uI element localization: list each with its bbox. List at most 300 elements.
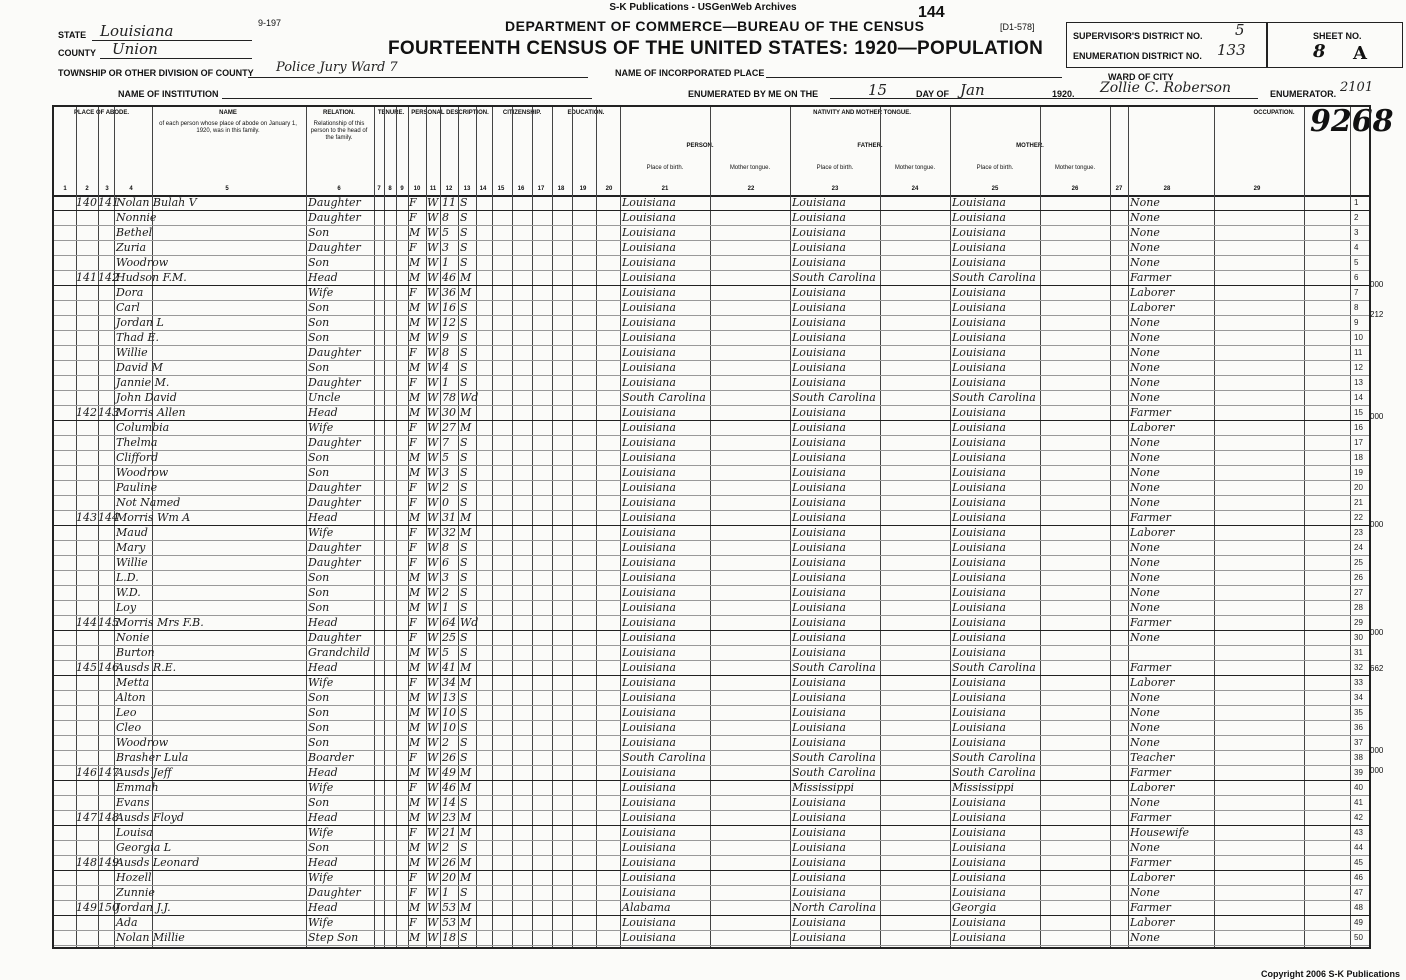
- incorporated-label: NAME OF INCORPORATED PLACE: [615, 68, 765, 78]
- table-row: [54, 240, 1369, 256]
- cell-mpob: South Carolina: [952, 766, 1036, 779]
- cell-dw: 144: [76, 616, 97, 629]
- cell-age: 21: [442, 826, 456, 839]
- table-row: [54, 270, 1369, 286]
- cell-sex: F: [409, 196, 417, 209]
- cell-pob: Louisiana: [622, 526, 676, 539]
- cell-age: 8: [442, 346, 449, 359]
- cell-fam: [98, 435, 114, 450]
- state-label: STATE: [58, 30, 87, 40]
- side-number: 212: [1370, 310, 1384, 319]
- cell-name: Metta: [116, 676, 150, 689]
- cell-ms: S: [460, 751, 468, 764]
- institution-underline: [222, 98, 592, 99]
- cell-rel: Son: [308, 706, 330, 719]
- cell-ms: S: [460, 466, 468, 479]
- township-underline: [248, 77, 588, 78]
- cell-name: Carl: [116, 301, 140, 314]
- row-number: 49: [1354, 918, 1363, 927]
- name-description: of each person whose place of abode on January 1, 1920, was in this family.: [159, 121, 297, 134]
- row-number: 32: [1354, 663, 1363, 672]
- cell-fam: [98, 750, 114, 765]
- cell-fpob: Louisiana: [792, 496, 846, 509]
- cell-race: W: [427, 526, 439, 539]
- cell-dw: [76, 840, 98, 855]
- cell-sex: M: [409, 721, 421, 734]
- cell-trade: Laborer: [1130, 871, 1175, 884]
- cell-pob: Louisiana: [622, 196, 676, 209]
- cell-sex: M: [409, 931, 421, 944]
- cell-sex: F: [409, 526, 417, 539]
- cell-trade: None: [1130, 481, 1160, 494]
- cell-dw: [76, 750, 98, 765]
- cell-fpob: Louisiana: [792, 451, 846, 464]
- cell-sex: F: [409, 436, 417, 449]
- cell-trade: None: [1130, 226, 1160, 239]
- person-pob-label: Place of birth.: [646, 165, 684, 171]
- cell-pob: Louisiana: [622, 271, 676, 284]
- cell-trade: None: [1130, 706, 1160, 719]
- cell-rel: Daughter: [308, 211, 361, 224]
- sheet-label: SHEET NO.: [1313, 31, 1362, 41]
- table-row: [54, 870, 1369, 886]
- sheet-box: [1266, 22, 1403, 68]
- father-pob-label: Place of birth.: [816, 165, 854, 171]
- cell-age: 1: [442, 376, 449, 389]
- cell-mpob: Louisiana: [952, 691, 1006, 704]
- cell-fam: [98, 795, 114, 810]
- column-number: 3: [105, 186, 109, 192]
- cell-fpob: South Carolina: [792, 751, 876, 764]
- row-number: 45: [1354, 858, 1363, 867]
- cell-name: Ausds R.E.: [116, 661, 177, 674]
- cell-race: W: [427, 616, 439, 629]
- cell-name: Jordan J.J.: [116, 901, 171, 914]
- cell-sex: F: [409, 916, 417, 929]
- cell-rel: Daughter: [308, 496, 361, 509]
- group-citizenship: CITIZENSHIP.: [502, 110, 542, 116]
- cell-dw: [76, 735, 98, 750]
- cell-name: Hudson F.M.: [116, 271, 187, 284]
- cell-rel: Son: [308, 331, 330, 344]
- table-row: [54, 465, 1369, 481]
- cell-sex: M: [409, 811, 421, 824]
- cell-age: 6: [442, 556, 449, 569]
- county-label: COUNTY: [58, 48, 96, 58]
- cell-fpob: Louisiana: [792, 196, 846, 209]
- cell-trade: None: [1130, 571, 1160, 584]
- cell-fpob: Louisiana: [792, 211, 846, 224]
- cell-pob: Louisiana: [622, 376, 676, 389]
- cell-sex: M: [409, 841, 421, 854]
- cell-ms: M: [460, 781, 472, 794]
- cell-race: W: [427, 586, 439, 599]
- cell-fpob: Louisiana: [792, 931, 846, 944]
- cell-dw: [76, 825, 98, 840]
- row-number: 4: [1354, 243, 1359, 252]
- cell-trade: Farmer: [1130, 511, 1171, 524]
- cell-sex: M: [409, 736, 421, 749]
- cell-age: 8: [442, 541, 449, 554]
- cell-name: Mary: [116, 541, 146, 554]
- cell-sex: F: [409, 826, 417, 839]
- cell-ms: S: [460, 796, 468, 809]
- cell-ms: S: [460, 631, 468, 644]
- cell-dw: [76, 570, 98, 585]
- cell-fam: [98, 915, 114, 930]
- cell-age: 16: [442, 301, 456, 314]
- cell-ms: S: [460, 586, 468, 599]
- cell-age: 5: [442, 646, 449, 659]
- cell-fam: [98, 390, 114, 405]
- cell-fpob: South Carolina: [792, 391, 876, 404]
- cell-dw: [76, 480, 98, 495]
- cell-age: 5: [442, 451, 449, 464]
- cell-sex: M: [409, 316, 421, 329]
- column-number: 9: [400, 186, 404, 192]
- cell-rel: Son: [308, 316, 330, 329]
- cell-mpob: South Carolina: [952, 751, 1036, 764]
- cell-sex: F: [409, 871, 417, 884]
- cell-fam: [98, 375, 114, 390]
- cell-sex: M: [409, 406, 421, 419]
- cell-race: W: [427, 751, 439, 764]
- cell-fam: [98, 570, 114, 585]
- cell-mpob: Louisiana: [952, 931, 1006, 944]
- cell-fpob: Louisiana: [792, 646, 846, 659]
- cell-trade: Laborer: [1130, 916, 1175, 929]
- cell-rel: Head: [308, 661, 338, 674]
- cell-age: 64: [442, 616, 456, 629]
- table-row: [54, 645, 1369, 661]
- cell-race: W: [427, 706, 439, 719]
- cell-ms: S: [460, 646, 468, 659]
- cell-ms: M: [460, 901, 472, 914]
- cell-trade: None: [1130, 346, 1160, 359]
- cell-fam: [98, 825, 114, 840]
- row-number: 9: [1354, 318, 1359, 327]
- cell-sex: M: [409, 361, 421, 374]
- group-occupation: OCCUPATION.: [1253, 110, 1295, 116]
- cell-pob: Louisiana: [622, 931, 676, 944]
- cell-mpob: Louisiana: [952, 916, 1006, 929]
- cell-pob: Louisiana: [622, 556, 676, 569]
- cell-race: W: [427, 601, 439, 614]
- cell-sex: F: [409, 376, 417, 389]
- cell-fpob: Louisiana: [792, 856, 846, 869]
- cell-name: Hozell: [116, 871, 152, 884]
- cell-pob: Louisiana: [622, 766, 676, 779]
- cell-ms: M: [460, 826, 472, 839]
- cell-dw: 140: [76, 196, 97, 209]
- cell-pob: Louisiana: [622, 256, 676, 269]
- column-number: 15: [497, 186, 505, 192]
- cell-name: Zunnie: [116, 886, 155, 899]
- cell-race: W: [427, 781, 439, 794]
- column-number: 25: [991, 186, 999, 192]
- row-number: 10: [1354, 333, 1363, 342]
- cell-race: W: [427, 436, 439, 449]
- table-row: [54, 915, 1369, 931]
- cell-race: W: [427, 856, 439, 869]
- cell-mpob: Louisiana: [952, 571, 1006, 584]
- row-number: 7: [1354, 288, 1359, 297]
- cell-ms: S: [460, 496, 468, 509]
- row-number: 17: [1354, 438, 1363, 447]
- cell-age: 4: [442, 361, 449, 374]
- d-form-number: [D1-578]: [1000, 22, 1035, 32]
- cell-name: Jannie M.: [116, 376, 170, 389]
- cell-fam: 149: [98, 856, 119, 869]
- cell-name: Maud: [116, 526, 148, 539]
- cell-rel: Step Son: [308, 931, 359, 944]
- cell-fpob: Louisiana: [792, 421, 846, 434]
- cell-dw: 147: [76, 811, 97, 824]
- cell-sex: M: [409, 271, 421, 284]
- person-tongue-label: Mother tongue.: [729, 165, 771, 171]
- cell-name: Bethel: [116, 226, 153, 239]
- cell-pob: Louisiana: [622, 286, 676, 299]
- cell-trade: None: [1130, 496, 1160, 509]
- cell-sex: F: [409, 421, 417, 434]
- cell-dw: [76, 795, 98, 810]
- cell-rel: Daughter: [308, 556, 361, 569]
- cell-fpob: Louisiana: [792, 571, 846, 584]
- cell-mpob: Louisiana: [952, 331, 1006, 344]
- cell-trade: None: [1130, 391, 1160, 404]
- cell-fam: [98, 585, 114, 600]
- cell-rel: Son: [308, 301, 330, 314]
- table-row: [54, 780, 1369, 796]
- cell-dw: 143: [76, 511, 97, 524]
- column-number: 23: [831, 186, 839, 192]
- cell-race: W: [427, 466, 439, 479]
- cell-fpob: Louisiana: [792, 796, 846, 809]
- cell-name: Nonnie: [116, 211, 157, 224]
- cell-dw: [76, 675, 98, 690]
- cell-mpob: Louisiana: [952, 481, 1006, 494]
- cell-dw: [76, 885, 98, 900]
- cell-age: 31: [442, 511, 456, 524]
- cell-race: W: [427, 676, 439, 689]
- cell-pob: Louisiana: [622, 586, 676, 599]
- cell-race: W: [427, 301, 439, 314]
- cell-rel: Daughter: [308, 541, 361, 554]
- cell-age: 9: [442, 331, 449, 344]
- cell-trade: Farmer: [1130, 406, 1171, 419]
- cell-mpob: Louisiana: [952, 301, 1006, 314]
- cell-name: Burton: [116, 646, 155, 659]
- cell-ms: M: [460, 766, 472, 779]
- cell-race: W: [427, 826, 439, 839]
- cell-sex: M: [409, 256, 421, 269]
- cell-rel: Head: [308, 616, 338, 629]
- cell-mpob: Louisiana: [952, 541, 1006, 554]
- cell-pob: Louisiana: [622, 601, 676, 614]
- row-number: 23: [1354, 528, 1363, 537]
- cell-fam: 148: [98, 811, 119, 824]
- table-row: [54, 750, 1369, 766]
- column-number: 29: [1253, 186, 1261, 192]
- cell-race: W: [427, 256, 439, 269]
- cell-ms: S: [460, 256, 468, 269]
- cell-name: Alton: [116, 691, 146, 704]
- table-row: [54, 480, 1369, 496]
- cell-pob: Louisiana: [622, 316, 676, 329]
- cell-name: Jordan L: [116, 316, 164, 329]
- table-row: [54, 255, 1369, 271]
- cell-age: 10: [442, 721, 456, 734]
- page-title: FOURTEENTH CENSUS OF THE UNITED STATES: 1920—POPULATION: [388, 38, 1044, 59]
- row-number: 20: [1354, 483, 1363, 492]
- cell-dw: 145: [76, 661, 97, 674]
- cell-fam: [98, 735, 114, 750]
- cell-pob: Louisiana: [622, 826, 676, 839]
- cell-trade: Farmer: [1130, 661, 1171, 674]
- enumerator-name: Zollie C. Roberson: [1100, 80, 1231, 96]
- table-row: [54, 810, 1369, 826]
- cell-dw: [76, 210, 98, 225]
- table-row: [54, 540, 1369, 556]
- row-number: 42: [1354, 813, 1363, 822]
- copyright: Copyright 2006 S-K Publications: [1260, 969, 1400, 979]
- group-tenure: TENURE.: [377, 110, 405, 116]
- cell-dw: [76, 390, 98, 405]
- table-row: [54, 435, 1369, 451]
- cell-fam: [98, 780, 114, 795]
- cell-fpob: Louisiana: [792, 811, 846, 824]
- cell-mpob: Louisiana: [952, 796, 1006, 809]
- cell-name: L.D.: [116, 571, 139, 584]
- cell-rel: Wife: [308, 421, 334, 434]
- cell-mpob: Louisiana: [952, 286, 1006, 299]
- row-number: 3: [1354, 228, 1359, 237]
- cell-trade: None: [1130, 541, 1160, 554]
- row-number: 41: [1354, 798, 1363, 807]
- row-number: 24: [1354, 543, 1363, 552]
- cell-fam: [98, 465, 114, 480]
- cell-mpob: Louisiana: [952, 631, 1006, 644]
- cell-fpob: Louisiana: [792, 616, 846, 629]
- row-number: 46: [1354, 873, 1363, 882]
- cell-pob: Louisiana: [622, 496, 676, 509]
- cell-race: W: [427, 811, 439, 824]
- cell-pob: Louisiana: [622, 331, 676, 344]
- row-number: 44: [1354, 843, 1363, 852]
- cell-fpob: Louisiana: [792, 601, 846, 614]
- cell-trade: None: [1130, 886, 1160, 899]
- cell-name: Ausds Floyd: [116, 811, 184, 824]
- row-number: 33: [1354, 678, 1363, 687]
- cell-fpob: Louisiana: [792, 301, 846, 314]
- cell-dw: [76, 375, 98, 390]
- cell-pob: Louisiana: [622, 541, 676, 554]
- table-row: [54, 615, 1369, 631]
- cell-mpob: Louisiana: [952, 256, 1006, 269]
- table-row: [54, 675, 1369, 691]
- cell-ms: S: [460, 241, 468, 254]
- cell-mpob: Louisiana: [952, 376, 1006, 389]
- row-number: 5: [1354, 258, 1359, 267]
- table-row: [54, 510, 1369, 526]
- cell-mpob: Louisiana: [952, 871, 1006, 884]
- cell-trade: Laborer: [1130, 421, 1175, 434]
- cell-pob: Louisiana: [622, 646, 676, 659]
- cell-dw: [76, 585, 98, 600]
- cell-race: W: [427, 316, 439, 329]
- column-number: 18: [557, 186, 565, 192]
- cell-rel: Son: [308, 721, 330, 734]
- cell-race: W: [427, 871, 439, 884]
- row-number: 26: [1354, 573, 1363, 582]
- department-heading: DEPARTMENT OF COMMERCE—BUREAU OF THE CENSUS: [505, 18, 925, 34]
- cell-fpob: Louisiana: [792, 361, 846, 374]
- cell-trade: None: [1130, 466, 1160, 479]
- cell-fpob: Louisiana: [792, 466, 846, 479]
- cell-ms: S: [460, 451, 468, 464]
- cell-mpob: Louisiana: [952, 586, 1006, 599]
- cell-rel: Daughter: [308, 241, 361, 254]
- supervisor-value: 5: [1235, 21, 1245, 39]
- cell-mpob: Georgia: [952, 901, 997, 914]
- cell-age: 12: [442, 316, 456, 329]
- form-number: 9-197: [258, 18, 282, 28]
- cell-rel: Son: [308, 466, 330, 479]
- cell-pob: Louisiana: [622, 436, 676, 449]
- cell-dw: 146: [76, 766, 97, 779]
- cell-mpob: Louisiana: [952, 721, 1006, 734]
- cell-age: 34: [442, 676, 456, 689]
- cell-mpob: Louisiana: [952, 511, 1006, 524]
- enumerated-day: 15: [868, 81, 888, 99]
- cell-rel: Daughter: [308, 346, 361, 359]
- cell-fam: [98, 225, 114, 240]
- column-number: 21: [661, 186, 669, 192]
- cell-ms: S: [460, 316, 468, 329]
- cell-race: W: [427, 556, 439, 569]
- cell-rel: Daughter: [308, 376, 361, 389]
- row-number: 12: [1354, 363, 1363, 372]
- row-number: 35: [1354, 708, 1363, 717]
- cell-mpob: Louisiana: [952, 496, 1006, 509]
- cell-rel: Daughter: [308, 481, 361, 494]
- column-number: 26: [1071, 186, 1079, 192]
- cell-trade: None: [1130, 241, 1160, 254]
- cell-fpob: Louisiana: [792, 586, 846, 599]
- table-row: [54, 405, 1369, 421]
- cell-name: Zuria: [116, 241, 147, 254]
- row-number: 38: [1354, 753, 1363, 762]
- cell-pob: Louisiana: [622, 616, 676, 629]
- cell-race: W: [427, 406, 439, 419]
- table-row: [54, 420, 1369, 436]
- cell-pob: Louisiana: [622, 706, 676, 719]
- cell-sex: F: [409, 886, 417, 899]
- cell-pob: Louisiana: [622, 781, 676, 794]
- cell-ms: S: [460, 931, 468, 944]
- column-number: 13: [463, 186, 471, 192]
- column-number: 4: [129, 186, 133, 192]
- cell-mpob: Louisiana: [952, 841, 1006, 854]
- cell-sex: M: [409, 646, 421, 659]
- side-number: 000: [1370, 746, 1384, 755]
- row-number: 16: [1354, 423, 1363, 432]
- cell-rel: Son: [308, 361, 330, 374]
- cell-age: 11: [442, 196, 456, 209]
- cell-rel: Daughter: [308, 631, 361, 644]
- cell-mpob: Louisiana: [952, 466, 1006, 479]
- census-table: [52, 105, 1371, 949]
